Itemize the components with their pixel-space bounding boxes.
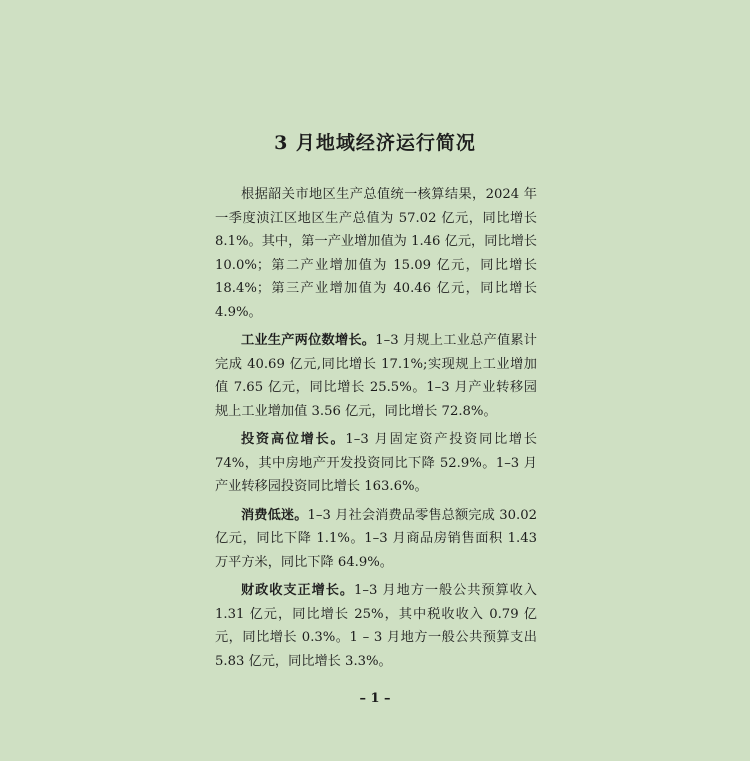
paragraph-lead: 财政收支正增长。 <box>241 583 355 598</box>
paragraph-text: 1–3 月地方一般公共预算收入 1.31 亿元，同比增长 25%，其中税收收入 0.79 亿元，同比增长 0.3%。1 – 3 月地方一般公共预算支出 5.83 亿元，同比增长 3.3%。 <box>215 583 537 669</box>
paragraph-text: 根据韶关市地区生产总值统一核算结果，2024 年一季度浈江区地区生产总值为 57.02 亿元，同比增长 8.1%。其中，第一产业增加值为 1.46 亿元，同比增长 10.0%；第二产业增加值为 15.09 亿元，同比增长 18.4%；第三产业增加值为 40.46 亿元，同比增长 4.9%。 <box>215 187 537 320</box>
paragraph-consumption <box>215 504 537 575</box>
paragraph-lead: 消费低迷。 <box>241 507 308 523</box>
paragraph-text: 1–3 月社会消费品零售总额完成 30.02 亿元，同比下降 1.1%。1–3 月商品房销售面积 1.43 万平方米，同比下降 64.9%。 <box>215 507 537 570</box>
paragraph-lead: 投资高位增长。 <box>241 432 346 447</box>
paragraph-summary <box>215 183 537 324</box>
page-number: – 1 – <box>359 691 391 706</box>
paragraph-investment <box>215 428 537 499</box>
paragraph-text: 1–3 月规上工业总产值累计完成 40.69 亿元,同比增长 17.1%;实现规上工业增加值 7.65 亿元，同比增长 25.5%。1–3 月产业转移园规上工业增加值 3.56 亿元，同比增长 72.8%。 <box>215 333 537 419</box>
paragraph-text: 1–3 月固定资产投资同比增长 74%，其中房地产开发投资同比下降 52.9%。1–3 月产业转移园投资同比增长 163.6%。 <box>215 432 537 494</box>
paragraph-industry <box>215 329 537 423</box>
page-title: 3 月地域经济运行简况 <box>274 132 476 154</box>
document-body <box>215 183 537 678</box>
paragraph-lead: 工业生产两位数增长。 <box>241 333 376 348</box>
paragraph-finance <box>215 579 537 673</box>
